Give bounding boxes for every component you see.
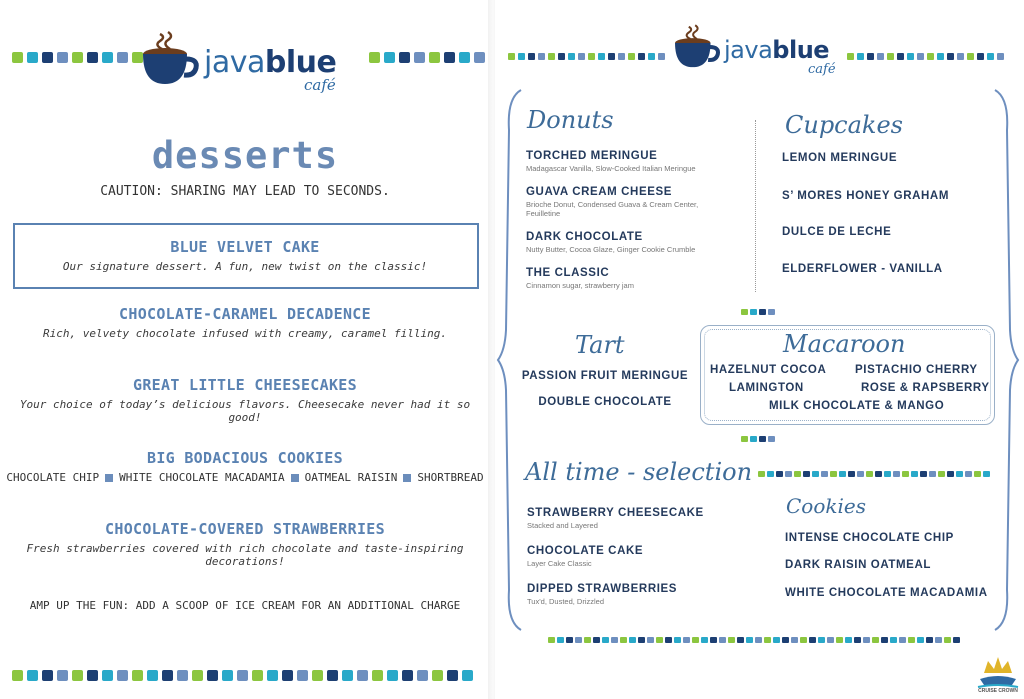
decor-square [222,670,233,681]
donut-item [526,186,698,218]
logo-blue-text: blue [264,45,337,80]
decor-square [821,471,828,477]
decor-square [372,670,383,681]
decor-square [566,637,573,643]
decor-square [953,637,960,643]
decor-square [917,53,924,60]
decor-square [987,53,994,60]
decor-square [750,436,757,442]
decor-square [312,670,323,681]
decor-square [759,309,766,315]
decor-square [773,637,780,643]
decor-square [710,637,717,643]
item-name: CHOCOLATE-COVERED STRAWBERRIES [105,520,385,538]
macaroon-heading: Macaroon [783,330,906,358]
decor-square [117,670,128,681]
decor-square [429,52,440,63]
decor-square [629,637,636,643]
decor-square [759,436,766,442]
decor-square [648,53,655,60]
cookie-flavor: CHOCOLATE CHIP [6,471,100,484]
decor-square [528,53,535,60]
decor-square [42,52,53,63]
menu-item-chocolate-caramel [0,305,490,340]
cruise-crown-label: CRUISE CROWN [978,688,1018,694]
decor-square [417,670,428,681]
menu-item-blue-velvet [0,238,490,273]
donuts-heading: Donuts [527,106,614,134]
decor-square [836,637,843,643]
divider-squares [741,436,775,442]
decor-square [863,637,870,643]
footer-squares [548,637,960,643]
square-bullet-icon [105,474,113,482]
top-right-squares [369,52,500,63]
decor-square [192,670,203,681]
decor-square [848,471,855,477]
item-name: DIPPED STRAWBERRIES [527,583,678,595]
decor-square [728,637,735,643]
item-description: Stacked and Layered [527,521,598,530]
decor-square [602,637,609,643]
tart-item: PASSION FRUIT MERINGUE [521,370,689,382]
decor-square [875,471,882,477]
decor-square [628,53,635,60]
decor-square [974,471,981,477]
decor-square [890,637,897,643]
decor-square [611,637,618,643]
decor-square [402,670,413,681]
alltime-squares [758,471,990,477]
cookies-heading: Cookies [786,494,866,518]
decor-square [608,53,615,60]
coffee-cup-icon [671,22,721,76]
decor-square [983,471,990,477]
decor-square [884,471,891,477]
decor-square [866,471,873,477]
decor-square [387,670,398,681]
decor-square [102,670,113,681]
alltime-item [527,583,677,606]
decor-square [57,52,68,63]
decor-square [557,637,564,643]
tart-heading: Tart [575,331,625,359]
decor-square [87,52,98,63]
decor-square [647,637,654,643]
decor-square [758,471,765,477]
decor-square [27,52,38,63]
decor-square [893,471,900,477]
decor-square [746,637,753,643]
decor-square [791,637,798,643]
decor-square [593,637,600,643]
left-menu-page [0,0,490,699]
decor-square [881,637,888,643]
decor-square [558,53,565,60]
ice-cream-note: AMP UP THE FUN: ADD A SCOOP OF ICE CREAM FOR AN ADDITIONAL CHARGE [29,599,461,612]
decor-square [809,637,816,643]
donut-item [526,150,696,173]
cupcake-item: LEMON MERINGUE [782,152,898,164]
decor-square [902,471,909,477]
decor-square [920,471,927,477]
decor-square [638,53,645,60]
decor-square [267,670,278,681]
decor-square [207,670,218,681]
decor-square [538,53,545,60]
decor-square [830,471,837,477]
item-name: BLUE VELVET CAKE [170,238,320,256]
decor-square [548,53,555,60]
decor-square [588,53,595,60]
decor-square [57,670,68,681]
decor-square [857,53,864,60]
decor-square [575,637,582,643]
decor-square [755,637,762,643]
page-title: desserts [151,134,339,177]
cookie-flavor-list [0,471,490,484]
decor-square [845,637,852,643]
item-description: Brioche Donut, Condensed Guava & Cream Center, [526,200,699,209]
cookie-flavor: WHITE CHOCOLATE MACADAMIA [119,471,285,484]
decor-square [508,53,515,60]
item-description: Our signature dessert. A fun, new twist on the classic! [62,260,428,273]
decor-square [908,637,915,643]
decor-square [282,670,293,681]
decor-square [997,53,1004,60]
cookie-item: DARK RAISIN OATMEAL [785,559,931,571]
decor-square [518,53,525,60]
decor-square [147,670,158,681]
item-name: TORCHED MERINGUE [526,150,658,162]
cookie-flavor: SHORTBREAD [417,471,484,484]
decor-square [927,53,934,60]
cookie-item: WHITE CHOCOLATE MACADAMIA [785,587,988,599]
header-left-squares [508,53,665,60]
logo-java-text: java [204,45,265,80]
decor-square [638,637,645,643]
alltime-item [527,507,704,530]
decor-square [768,436,775,442]
decor-square [656,637,663,643]
decor-square [897,53,904,60]
decor-square [658,53,665,60]
coffee-cup-icon [138,28,200,94]
decor-square [957,53,964,60]
decor-square [847,53,854,60]
decor-square [785,471,792,477]
square-bullet-icon [291,474,299,482]
decor-square [887,53,894,60]
decor-square [741,309,748,315]
item-name: STRAWBERRY CHEESECAKE [527,507,704,519]
donut-item [526,231,695,254]
cookie-item: INTENSE CHOCOLATE CHIP [785,532,954,544]
decor-square [432,670,443,681]
macaroon-item: PISTACHIO CHERRY [855,364,978,376]
item-description: Rich, velvety chocolate infused with creamy, caramel filling. [43,327,447,340]
decor-square [911,471,918,477]
alltime-item [527,545,643,568]
decor-square [854,637,861,643]
decor-square [598,53,605,60]
decor-square [548,637,555,643]
decor-square [474,52,485,63]
decor-square [857,471,864,477]
decor-square [132,670,143,681]
item-description: Your choice of today’s delicious flavors. Cheesecake never had it so good! [19,398,471,424]
decor-square [444,52,455,63]
decor-square [877,53,884,60]
decor-square [618,53,625,60]
menu-item-cookies [0,449,490,484]
decor-square [683,637,690,643]
item-name: CHOCOLATE-CARAMEL DECADENCE [119,305,371,323]
decor-square [839,471,846,477]
menu-item-strawberries [0,520,490,568]
square-bullet-icon [403,474,411,482]
decor-square [237,670,248,681]
decor-square [782,637,789,643]
column-divider [755,120,756,292]
decor-square [899,637,906,643]
decor-square [929,471,936,477]
item-name: GREAT LITTLE CHEESECAKES [133,376,357,394]
decor-square [818,637,825,643]
decor-square [399,52,410,63]
decor-square [741,436,748,442]
decor-square [812,471,819,477]
decor-square [803,471,810,477]
cupcake-item: DULCE DE LECHE [782,226,892,238]
decor-square [674,637,681,643]
decor-square [947,471,954,477]
decor-square [369,52,380,63]
item-description: Feuilletine [526,209,561,218]
decor-square [27,670,38,681]
item-description: Cinnamon sugar, strawberry jam [526,281,634,290]
decor-square [956,471,963,477]
decor-square [12,52,23,63]
decor-square [42,670,53,681]
decor-square [252,670,263,681]
tart-item: DOUBLE CHOCOLATE [538,396,672,408]
item-name: CHOCOLATE CAKE [527,545,644,557]
decor-square [965,471,972,477]
item-description: Fresh strawberries covered with rich chocolate and taste-inspiring decorations! [26,542,464,568]
decor-square [462,670,473,681]
decor-square [357,670,368,681]
alltime-heading: All time - selection [525,458,753,486]
decor-square [327,670,338,681]
bottom-squares [12,670,473,681]
decor-square [776,471,783,477]
decor-square [750,309,757,315]
decor-square [947,53,954,60]
decor-square [764,637,771,643]
header-right-squares [847,53,1004,60]
item-name: THE CLASSIC [526,267,610,279]
decor-square [87,670,98,681]
decor-square [944,637,951,643]
item-name: DARK CHOCOLATE [526,231,643,243]
item-description: Nutty Butter, Cocoa Glaze, Ginger Cookie Crumble [526,245,696,254]
decor-square [12,670,23,681]
decor-square [584,637,591,643]
macaroon-item: ROSE & RAPSBERRY [861,382,990,394]
decor-square [72,670,83,681]
top-left-squares [12,52,143,63]
decor-square [935,637,942,643]
logo-cafe-text: café [304,76,336,94]
decor-square [117,52,128,63]
item-description: Tux'd, Dusted, Drizzled [527,597,605,606]
logo-blue-text: blue [772,36,830,64]
decor-square [800,637,807,643]
item-description: Madagascar Vanilla, Slow-Cooked Italian Meringue [526,164,696,173]
decor-square [867,53,874,60]
decor-square [162,670,173,681]
decor-square [977,53,984,60]
decor-square [967,53,974,60]
item-name: GUAVA CREAM CHEESE [526,186,673,198]
decor-square [737,637,744,643]
decor-square [926,637,933,643]
decor-square [297,670,308,681]
item-description: Layer Cake Classic [527,559,592,568]
decor-square [384,52,395,63]
macaroon-item: LAMINGTON [729,382,804,394]
menu-item-cheesecakes [0,376,490,424]
decor-square [719,637,726,643]
cupcake-item: S’ MORES HONEY GRAHAM [782,190,950,202]
javablue-logo [138,28,336,94]
item-name: BIG BODACIOUS COOKIES [147,449,343,467]
decor-square [768,309,775,315]
decor-square [767,471,774,477]
decor-square [907,53,914,60]
logo-cafe-text: café [808,62,836,77]
decor-square [177,670,188,681]
decor-square [701,637,708,643]
decor-square [447,670,458,681]
javablue-logo-small [671,22,836,77]
cookie-flavor: OATMEAL RAISIN [304,471,398,484]
decor-square [872,637,879,643]
decor-square [937,53,944,60]
decor-square [102,52,113,63]
donut-item [526,267,634,290]
decor-square [917,637,924,643]
cupcake-item: ELDERFLOWER - VANILLA [782,263,943,275]
logo-java-text: java [724,36,773,64]
macaroon-item: MILK CHOCOLATE & MANGO [769,400,945,412]
cupcakes-heading: Cupcakes [785,111,903,139]
decor-square [938,471,945,477]
decor-square [72,52,83,63]
decor-square [459,52,470,63]
decor-square [578,53,585,60]
decor-square [342,670,353,681]
decor-square [665,637,672,643]
decor-square [620,637,627,643]
caution-text: CAUTION: SHARING MAY LEAD TO SECONDS. [100,184,390,199]
decor-square [794,471,801,477]
decor-square [692,637,699,643]
macaroon-item: HAZELNUT COCOA [710,364,827,376]
decor-square [827,637,834,643]
decor-square [414,52,425,63]
divider-squares [741,309,775,315]
decor-square [568,53,575,60]
